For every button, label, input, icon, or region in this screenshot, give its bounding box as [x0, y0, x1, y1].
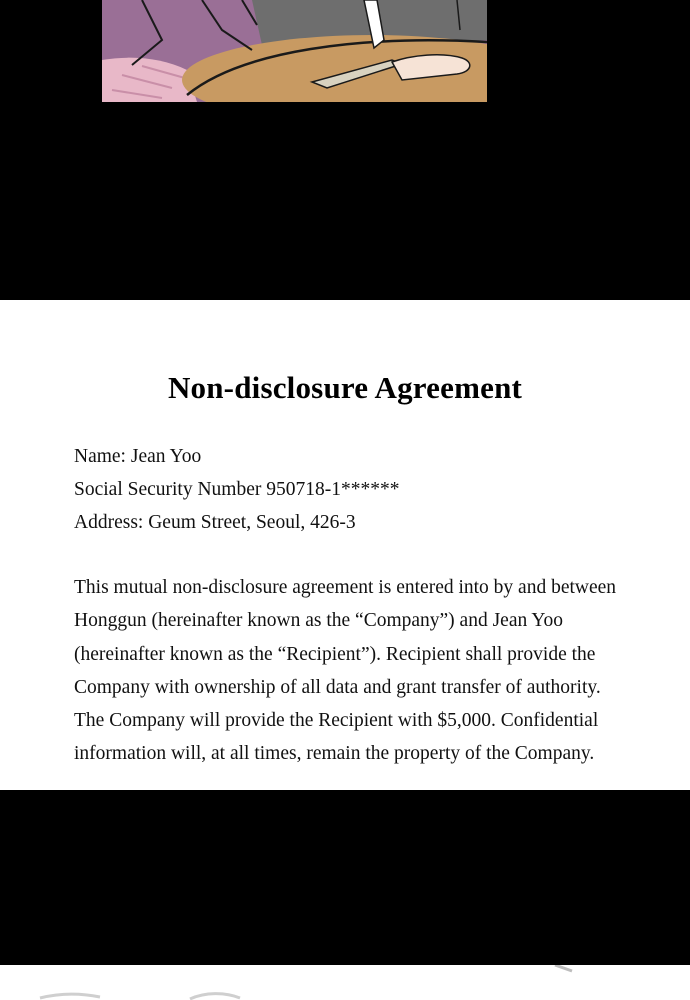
body-line: The Company will provide the Recipient with $5,000. Confidential: [74, 710, 599, 732]
comic-panel-table-scene: [102, 0, 487, 102]
comic-panel-next: [0, 965, 690, 1000]
document-fields: [74, 440, 634, 539]
field-name: Name: Jean Yoo: [74, 446, 202, 467]
document-body: [74, 571, 634, 771]
body-line: information will, at all times, remain the property of the Company.: [74, 743, 595, 765]
table-scene-illustration: [102, 0, 487, 102]
nda-document: [0, 300, 690, 790]
body-line: Honggun (hereinafter known as the “Company”) and Jean Yoo: [74, 610, 564, 632]
field-ssn: Social Security Number 950718-1******: [74, 479, 400, 500]
body-line: This mutual non-disclosure agreement is entered into by and between: [74, 577, 617, 598]
next-panel-illustration: [0, 965, 690, 1000]
field-address: Address: Geum Street, Seoul, 426-3: [74, 512, 356, 533]
body-line: (hereinafter known as the “Recipient”). Recipient shall provide the: [74, 643, 596, 665]
body-line: Company with ownership of all data and grant transfer of authority.: [74, 676, 601, 698]
document-title: Non-disclosure Agreement: [167, 370, 523, 405]
